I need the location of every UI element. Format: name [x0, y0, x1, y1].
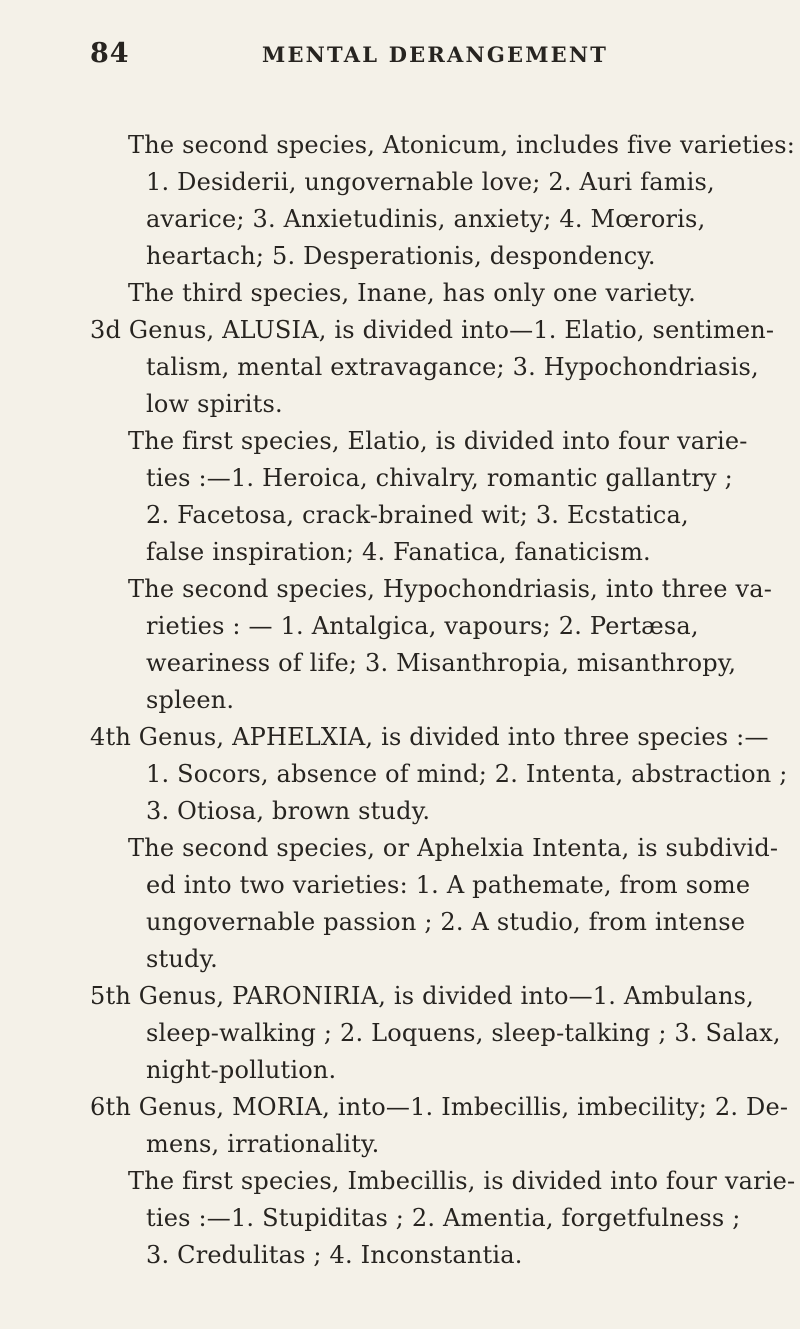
text-line: mens, irrationality. — [146, 1130, 380, 1158]
text-line: weariness of life; 3. Misanthropia, misanthropy, — [146, 649, 737, 677]
text-line: avarice; 3. Anxietudinis, anxiety; 4. Mœroris, — [146, 205, 706, 233]
text-line: night-pollution. — [146, 1056, 337, 1084]
text-line: 3. Credulitas ; 4. Inconstantia. — [146, 1241, 523, 1269]
text-line: false inspiration; 4. Fanatica, fanaticism. — [146, 538, 651, 566]
text-line: ungovernable passion ; 2. A studio, from intense — [146, 908, 746, 936]
text-line: sleep-walking ; 2. Loquens, sleep-talking ; 3. Salax, — [146, 1019, 781, 1047]
text-line: ties :—1. Heroica, chivalry, romantic gallantry ; — [146, 464, 733, 492]
page-header — [0, 38, 800, 78]
genus-line: 6th Genus, MORIA, into—1. Imbecillis, imbecility; 2. De- — [90, 1093, 789, 1121]
text-line: The first species, Elatio, is divided into four varie- — [128, 427, 748, 455]
running-head: MENTAL DERANGEMENT — [262, 42, 609, 67]
text-line: heartach; 5. Desperationis, despondency. — [146, 242, 656, 270]
text-line: 3. Otiosa, brown study. — [146, 797, 431, 825]
text-line: The third species, Inane, has only one variety. — [128, 279, 696, 307]
text-line: 2. Facetosa, crack-brained wit; 3. Ecstatica, — [146, 501, 689, 529]
text-line: ties :—1. Stupiditas ; 2. Amentia, forgetfulness ; — [146, 1204, 741, 1232]
text-line: 1. Desiderii, ungovernable love; 2. Auri famis, — [146, 168, 715, 196]
text-line: talism, mental extravagance; 3. Hypochondriasis, — [146, 353, 759, 381]
text-line: study. — [146, 945, 218, 973]
text-line: ed into two varieties: 1. A pathemate, from some — [146, 871, 751, 899]
text-line: 1. Socors, absence of mind; 2. Intenta, abstraction ; — [146, 760, 788, 788]
text-line: The first species, Imbecillis, is divided into four varie- — [128, 1167, 796, 1195]
genus-line: 3d Genus, ALUSIA, is divided into—1. Elatio, sentimen- — [90, 316, 775, 344]
text-line: rieties : — 1. Antalgica, vapours; 2. Pertæsa, — [146, 612, 699, 640]
text-line: The second species, Atonicum, includes five varieties: — [128, 131, 796, 159]
genus-line: 4th Genus, APHELXIA, is divided into three species :— — [90, 723, 769, 751]
text-line: The second species, or Aphelxia Intenta, is subdivid- — [128, 834, 779, 862]
text-line: The second species, Hypochondriasis, into three va- — [128, 575, 773, 603]
text-line: low spirits. — [146, 390, 283, 418]
page-number: 84 — [90, 38, 130, 69]
genus-line: 5th Genus, PARONIRIA, is divided into—1. Ambulans, — [90, 982, 755, 1010]
text-line: spleen. — [146, 686, 235, 714]
